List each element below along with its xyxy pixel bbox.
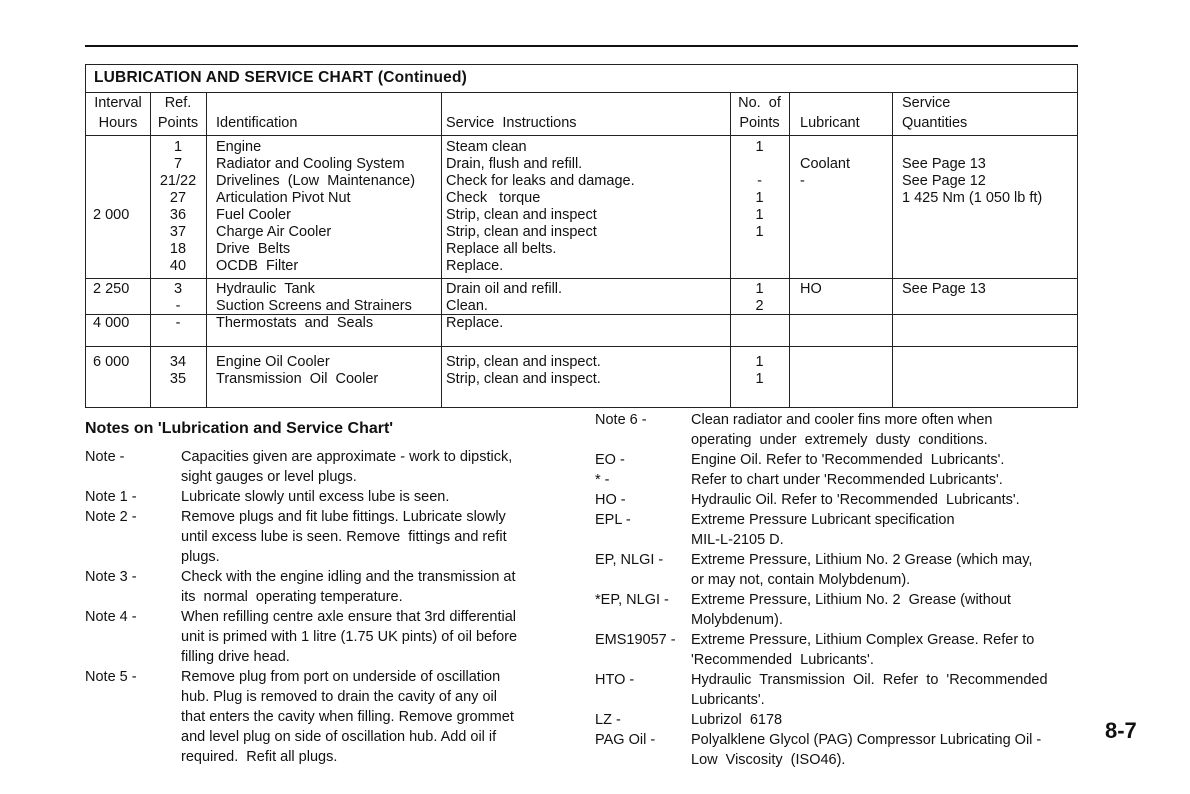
ref-points-value: 1 7 21/22 27 36 37 18 40: [159, 139, 197, 274]
identification-value: Hydraulic Tank Suction Screens and Strainers: [216, 281, 412, 314]
lubricant-value: Coolant -: [800, 156, 850, 189]
note-key: EP, NLGI -: [595, 552, 664, 568]
note-text: Engine Oil. Refer to 'Recommended Lubricants'.: [691, 452, 1005, 468]
note-text: Hydraulic Transmission Oil. Refer to 'Recommended Lubricants'.: [691, 672, 1048, 708]
col-divider: [206, 92, 207, 407]
top-rule: [85, 45, 1078, 47]
note-key: Note 1 -: [85, 489, 137, 505]
page-number: 8-7: [1105, 718, 1137, 743]
header-service-quantities: Service Quantities: [902, 95, 968, 131]
note-text: Extreme Pressure, Lithium No. 2 Grease (which may, or may not, contain Molybdenum).: [691, 552, 1033, 588]
note-text: Capacities given are approximate - work to dipstick, sight gauges or level plugs.: [181, 449, 513, 485]
interval-value: 4 000: [93, 315, 130, 331]
col-divider: [892, 92, 893, 407]
ref-points-value: 3 -: [173, 281, 183, 314]
quantities-value: See Page 13: [902, 281, 986, 297]
note-key: Note 5 -: [85, 669, 137, 685]
instructions-value: Drain oil and refill. Clean.: [446, 281, 563, 314]
note-text: Extreme Pressure, Lithium No. 2 Grease (without Molybdenum).: [691, 592, 1011, 628]
note-key: LZ -: [595, 712, 621, 728]
note-text: Extreme Pressure Lubricant specification MIL-L-2105 D.: [691, 512, 955, 548]
note-key: EPL -: [595, 512, 631, 528]
note-key: HTO -: [595, 672, 635, 688]
identification-value: Engine Oil Cooler Transmission Oil Cooler: [216, 354, 379, 387]
instructions-value: Replace.: [446, 315, 504, 331]
note-text: Remove plug from port on underside of oscillation hub. Plug is removed to drain the cavity of any oil that enters the cavity when filling. Remove grommet and level plug on side of oscillation hub. Add oil if required. Refit all plugs.: [181, 669, 514, 765]
header-lubricant: Lubricant: [800, 115, 860, 131]
note-key: Note -: [85, 449, 125, 465]
header-no-of-points: No. of Points: [738, 95, 781, 131]
points-value: 1 2: [755, 281, 764, 314]
header-instructions: Service Instructions: [446, 115, 577, 131]
note-key: PAG Oil -: [595, 732, 656, 748]
col-divider: [789, 92, 790, 407]
note-key: HO -: [595, 492, 626, 508]
lubricant-value: HO: [800, 281, 822, 297]
header-interval: Interval Hours: [94, 95, 142, 131]
note-text: When refilling centre axle ensure that 3rd differential unit is primed with 1 litre (1.75 UK pints) of oil before filling drive head.: [181, 609, 518, 665]
points-value: 1 1: [755, 354, 764, 387]
note-text: Refer to chart under 'Recommended Lubricants'.: [691, 472, 1003, 488]
interval-value: 6 000: [93, 354, 130, 370]
note-key: EO -: [595, 452, 625, 468]
header-identification: Identification: [216, 115, 298, 131]
identification-value: Engine Radiator and Cooling System Drivelines (Low Maintenance) Articulation Pivot Nut Fuel Cooler Charge Air Cooler Drive Belts OCDB Filter: [216, 139, 416, 274]
interval-value: 2 250: [93, 281, 130, 297]
rule-group-1: [86, 278, 1077, 279]
note-key: Note 6 -: [595, 412, 647, 428]
note-text: Lubricate slowly until excess lube is seen.: [181, 489, 450, 505]
note-text: Clean radiator and cooler fins more often when operating under extremely dusty conditions.: [691, 412, 993, 448]
header-ref-points: Ref. Points: [157, 95, 199, 131]
note-key: Note 2 -: [85, 509, 137, 525]
note-key: Note 3 -: [85, 569, 137, 585]
lubrication-service-chart: [85, 64, 1078, 408]
ref-points-value: -: [175, 315, 181, 331]
col-divider: [441, 92, 442, 407]
quantities-value: See Page 13 See Page 12 1 425 Nm (1 050 lb ft): [902, 156, 1043, 206]
ref-points-value: 34 35: [169, 354, 187, 387]
note-key: Note 4 -: [85, 609, 137, 625]
note-text: Hydraulic Oil. Refer to 'Recommended Lubricants'.: [691, 492, 1020, 508]
note-text: Polyalklene Glycol (PAG) Compressor Lubricating Oil - Low Viscosity (ISO46).: [691, 732, 1042, 768]
rule-header: [86, 135, 1077, 136]
note-key: *EP, NLGI -: [595, 592, 669, 608]
note-text: Extreme Pressure, Lithium Complex Grease. Refer to 'Recommended Lubricants'.: [691, 632, 1035, 668]
points-value: 1 - 1 1 1: [755, 139, 764, 240]
note-text: Lubrizol 6178: [691, 712, 783, 728]
note-key: * -: [595, 472, 610, 488]
rule-group-3: [86, 346, 1077, 347]
instructions-value: Steam clean Drain, flush and refill. Check for leaks and damage. Check torque Strip, clean and inspect Strip, clean and inspect Replace all belts. Replace.: [446, 139, 635, 274]
interval-value: 2 000: [93, 207, 130, 223]
note-key: EMS19057 -: [595, 632, 676, 648]
chart-title: LUBRICATION AND SERVICE CHART (Continued): [94, 69, 468, 86]
notes-title: Notes on 'Lubrication and Service Chart': [85, 420, 394, 437]
identification-value: Thermostats and Seals: [216, 315, 374, 331]
note-text: Remove plugs and fit lube fittings. Lubricate slowly until excess lube is seen. Remove fittings and refit plugs.: [181, 509, 507, 565]
instructions-value: Strip, clean and inspect. Strip, clean and inspect.: [446, 354, 601, 387]
note-text: Check with the engine idling and the transmission at its normal operating temperature.: [181, 569, 516, 605]
